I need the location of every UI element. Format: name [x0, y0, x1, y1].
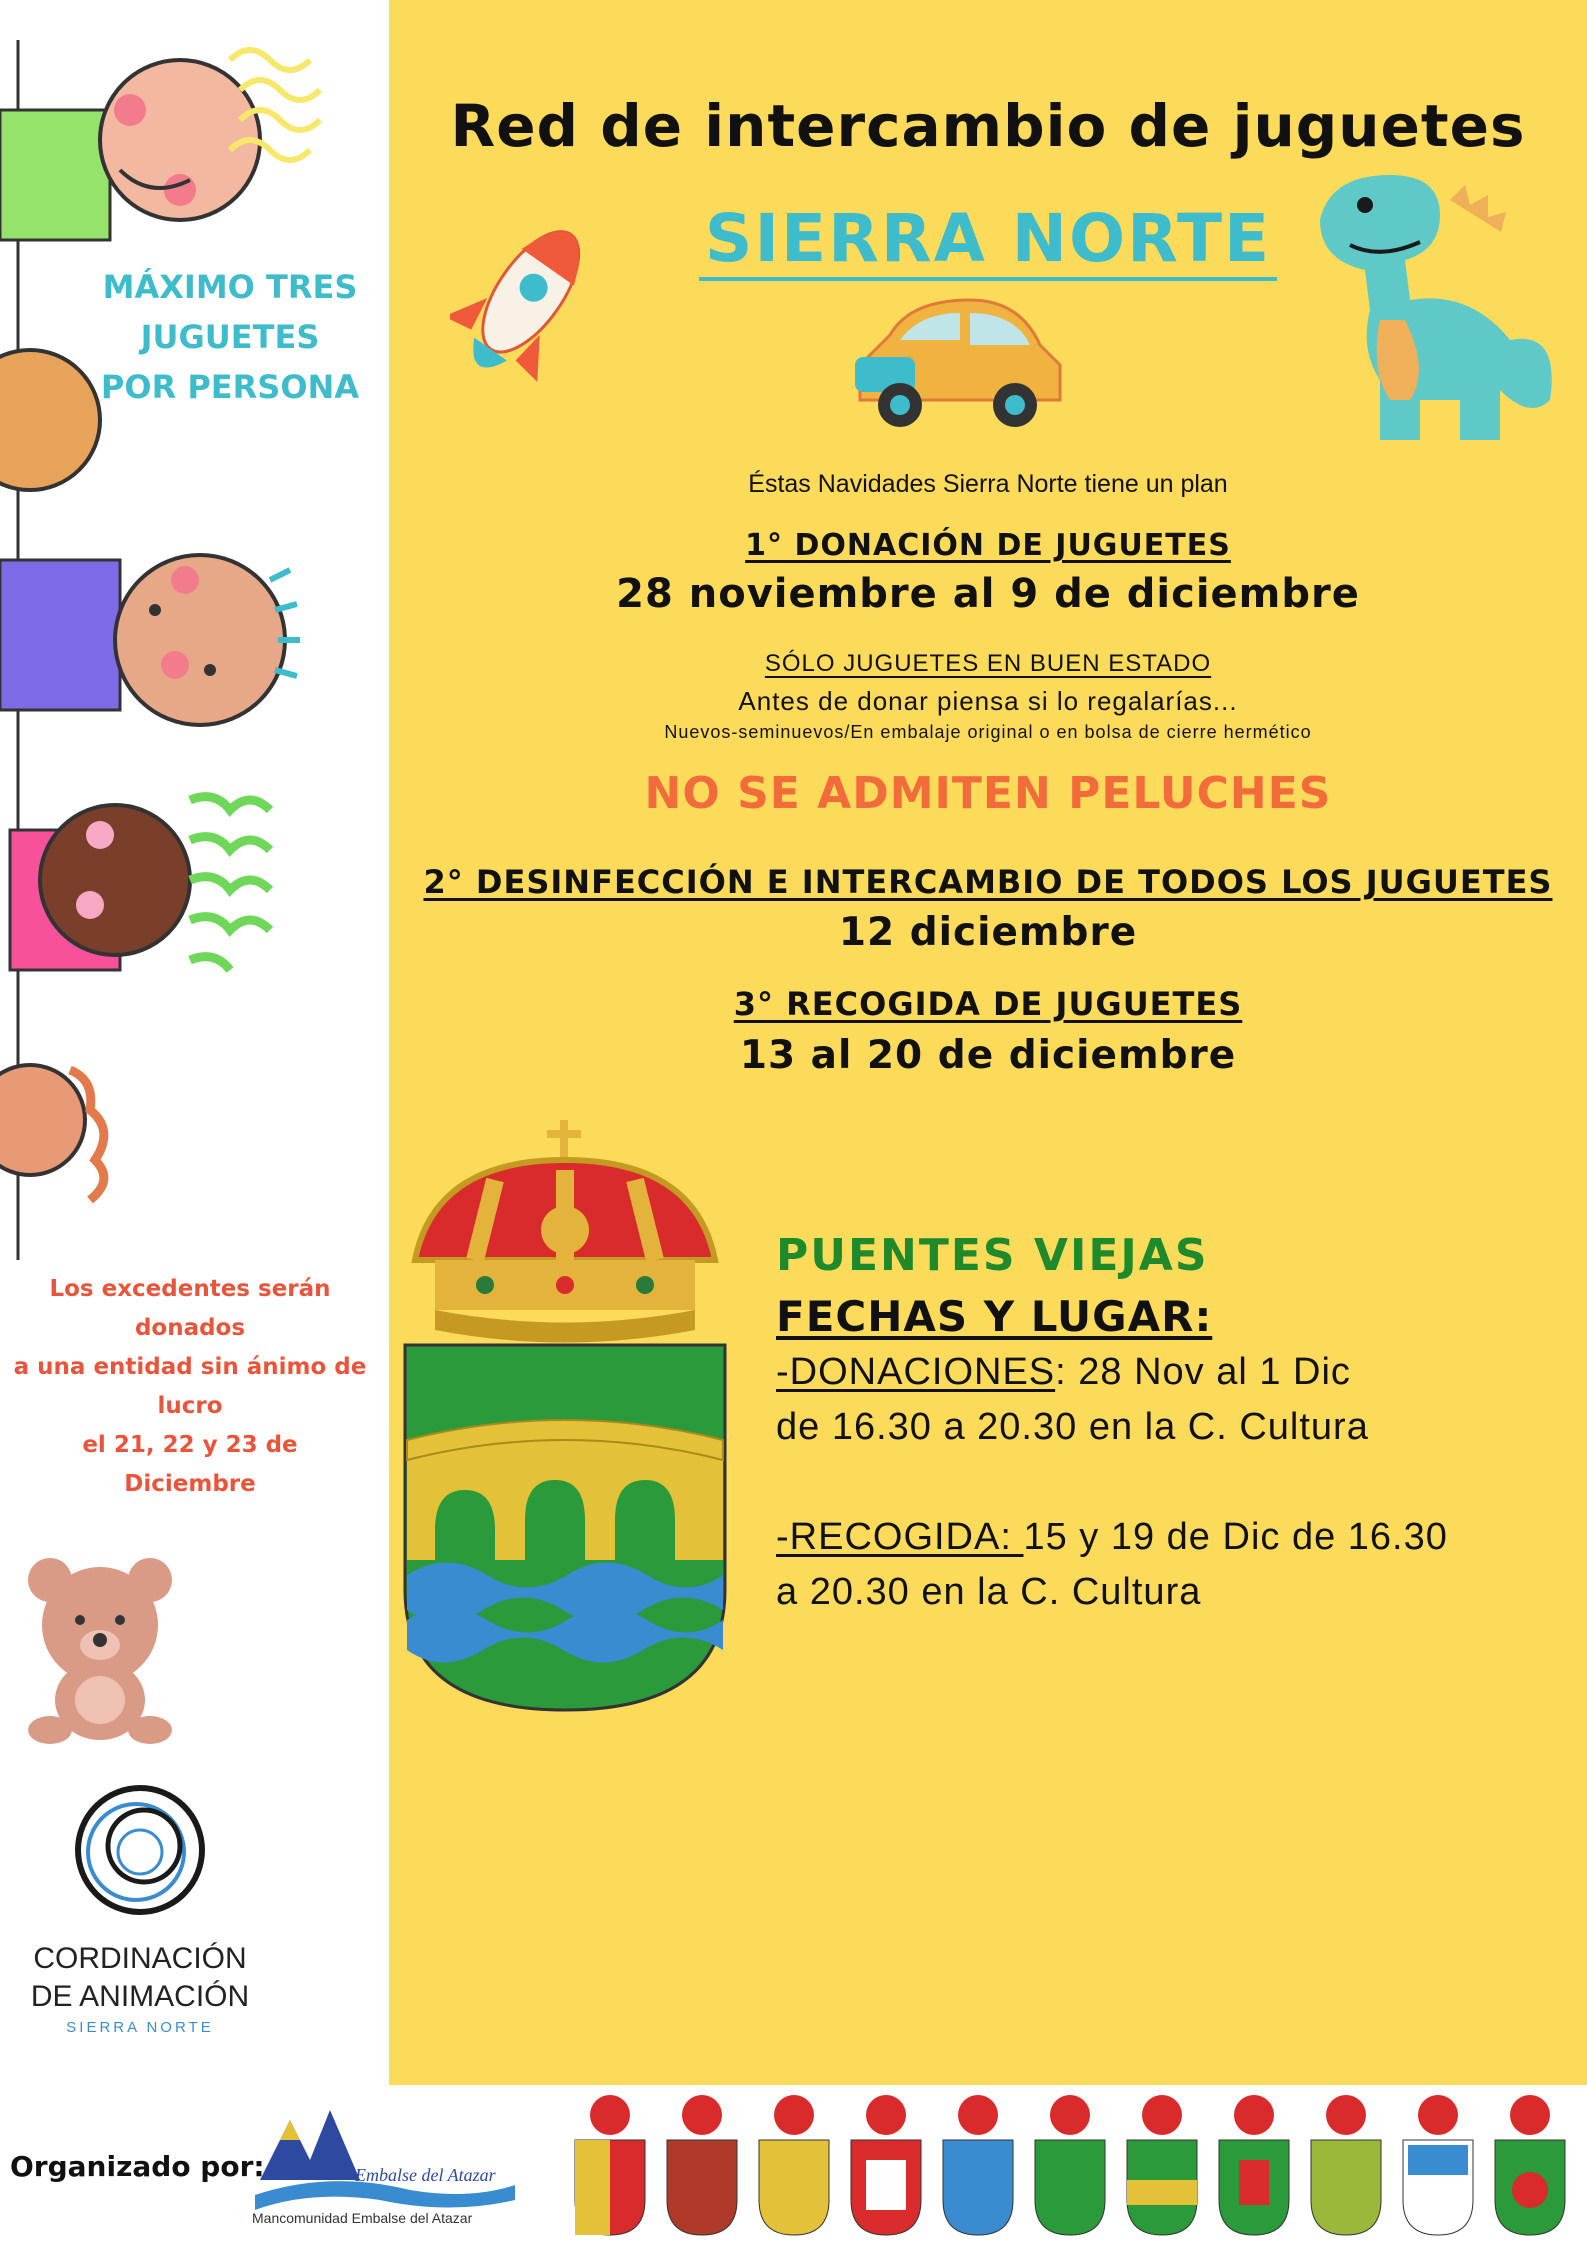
shield-icon [1214, 2090, 1294, 2240]
shield-icon [938, 2090, 1018, 2240]
intro-text: Éstas Navidades Sierra Norte tiene un plan [748, 470, 1228, 498]
donations-text: : 28 Nov al 1 Dic [1055, 1351, 1351, 1393]
surplus-line4: lucro [157, 1393, 223, 1419]
coordination-logo-icon [70, 1780, 210, 1920]
shield-icon [570, 2090, 650, 2240]
step3-heading: 3° RECOGIDA DE JUGUETES [733, 985, 1243, 1023]
step2-dates: 12 diciembre [838, 910, 1138, 955]
max-toys-notice [80, 262, 380, 412]
donations-label: -DONACIONES [776, 1351, 1056, 1393]
teddy-bear-icon [20, 1550, 180, 1750]
surplus-line2: donados [134, 1315, 246, 1341]
rocket-icon [450, 200, 600, 400]
organized-by-label: Organizado por: [10, 2150, 265, 2183]
town-name: PUENTES VIEJAS [776, 1230, 1209, 1281]
pickup-hours: a 20.30 en la C. Cultura [776, 1571, 1202, 1613]
step3-dates: 13 al 20 de diciembre [739, 1033, 1237, 1078]
car-icon [850, 295, 1070, 435]
kid-face-5 [0, 1065, 104, 1200]
kid-face-4 [10, 797, 270, 970]
poster-title: Red de intercambio de juguetes [450, 92, 1526, 160]
surplus-line1: Los excedentes serán [49, 1276, 331, 1302]
shield-icon [1122, 2090, 1202, 2240]
max-toys-line1: MÁXIMO TRES [102, 268, 358, 306]
dates-place-heading: FECHAS Y LUGAR: [776, 1292, 1213, 1341]
embalse-caption: Mancomunidad Embalse del Atazar [252, 2210, 473, 2226]
step1-dates: 28 noviembre al 9 de diciembre [616, 571, 1360, 617]
poster-subtitle-text: SIERRA NORTE [699, 200, 1277, 281]
coordination-logo-text [20, 1940, 260, 2040]
embalse-logo-icon [250, 2100, 520, 2220]
shield-icon [1490, 2090, 1570, 2240]
embalse-logo-text: Embalse del Atazar [355, 2165, 496, 2185]
pickup-text: 15 y 19 de Dic de 16.30 [1023, 1516, 1448, 1558]
coat-of-arms-icon [395, 1120, 745, 1720]
step1-heading: 1° DONACIÓN DE JUGUETES [745, 528, 1231, 563]
surplus-line5: el 21, 22 y 23 de [82, 1432, 298, 1458]
shield-icon [662, 2090, 742, 2240]
municipal-shields [570, 2090, 1570, 2240]
warning-text: NO SE ADMITEN PELUCHES [644, 768, 1332, 819]
donations-hours: de 16.30 a 20.30 en la C. Cultura [776, 1406, 1369, 1448]
shield-icon [1398, 2090, 1478, 2240]
donations-line [776, 1351, 1351, 1394]
shield-icon [754, 2090, 834, 2240]
max-toys-line3: POR PERSONA [100, 368, 360, 406]
surplus-notice [10, 1270, 370, 1504]
dinosaur-icon [1310, 170, 1570, 470]
condition-text: Antes de donar piensa si lo regalarías... [738, 686, 1238, 716]
pickup-line [776, 1516, 1448, 1559]
coordination-line1: CORDINACIÓN [33, 1942, 247, 1975]
surplus-line6: Diciembre [124, 1471, 256, 1497]
max-toys-line2: JUGUETES [140, 318, 320, 356]
shield-icon [1030, 2090, 1110, 2240]
shield-icon [1306, 2090, 1386, 2240]
shield-icon [846, 2090, 926, 2240]
condition-detail: Nuevos-seminuevos/En embalaje original o en bolsa de cierre hermético [664, 722, 1312, 742]
coordination-line2: DE ANIMACIÓN [30, 1980, 250, 2013]
kid-face-3 [0, 555, 300, 725]
pickup-label: -RECOGIDA: [776, 1516, 1024, 1558]
coordination-line3: SIERRA NORTE [66, 2019, 214, 2036]
condition-heading: SÓLO JUGUETES EN BUEN ESTADO [764, 650, 1212, 677]
surplus-line3: a una entidad sin ánimo de [13, 1354, 367, 1380]
kid-face-1 [0, 50, 320, 240]
step2-heading: 2° DESINFECCIÓN E INTERCAMBIO DE TODOS LOS JUGUETES [423, 863, 1553, 901]
kids-illustration [0, 0, 389, 1270]
